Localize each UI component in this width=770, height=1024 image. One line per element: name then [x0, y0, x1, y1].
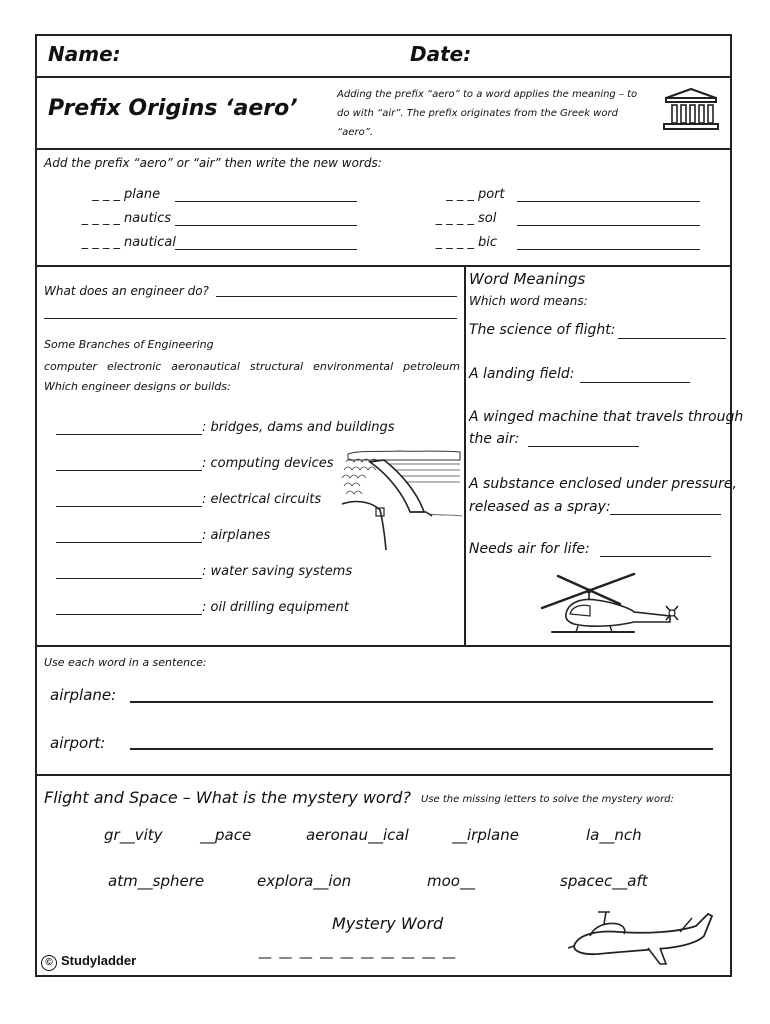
answer-line[interactable]	[175, 249, 357, 250]
mystery-word-label: Mystery Word	[332, 914, 444, 933]
prefix-blank[interactable]: _ _ _ _	[81, 211, 120, 226]
jet-plane-icon	[568, 906, 714, 968]
answer-line[interactable]	[56, 506, 202, 507]
meanings-subtitle: Which word means:	[469, 294, 588, 308]
divider	[37, 76, 730, 78]
helicopter-icon	[538, 570, 688, 640]
date-label: Date:	[410, 42, 472, 66]
prefix-description: Adding the prefix “aero” to a word applies the meaning – to do with “air”. The prefix originates from the Greek word “aero”.	[337, 89, 638, 138]
mystery-clue: gr__vity	[104, 826, 163, 844]
engineer-item: : electrical circuits	[202, 492, 322, 507]
answer-line[interactable]	[56, 470, 202, 471]
building-columns-icon	[662, 86, 720, 132]
answer-line[interactable]	[175, 201, 357, 202]
engineer-item: : airplanes	[202, 528, 271, 543]
word-suffix: bic	[478, 235, 498, 250]
answer-line[interactable]	[175, 225, 357, 226]
meaning-question: Needs air for life:	[469, 541, 590, 557]
sentence-instruction: Use each word in a sentence:	[44, 656, 207, 669]
page-title: Prefix Origins ‘aero’	[48, 96, 298, 121]
divider	[464, 265, 466, 645]
branch-item: environmental	[313, 360, 394, 373]
word-suffix: nautical	[124, 235, 176, 250]
branch-item: computer	[44, 360, 98, 373]
answer-line[interactable]	[56, 542, 202, 543]
sentence-word: airport:	[50, 734, 106, 752]
engineer-prompt: Which engineer designs or builds:	[44, 380, 231, 393]
branch-item: structural	[249, 360, 304, 373]
divider	[37, 774, 730, 776]
copyright-icon: ©	[41, 955, 57, 971]
engineer-item: : water saving systems	[202, 564, 353, 579]
sentence-line[interactable]	[130, 701, 713, 703]
mystery-instruction: Use the missing letters to solve the mystery word:	[421, 794, 674, 805]
divider	[37, 148, 730, 150]
word-suffix: plane	[124, 187, 161, 202]
footer-brand	[41, 953, 136, 971]
mystery-clue: atm__sphere	[108, 872, 205, 890]
branch-item: aeronautical	[171, 360, 240, 373]
answer-line[interactable]	[517, 201, 700, 202]
answer-line[interactable]	[600, 556, 711, 557]
answer-line[interactable]	[580, 382, 690, 383]
word-suffix: nautics	[124, 211, 172, 226]
answer-line[interactable]	[517, 225, 700, 226]
answer-line[interactable]	[528, 446, 639, 447]
engineer-question: What does an engineer do?	[44, 284, 209, 298]
dam-illustration	[340, 448, 462, 552]
divider	[37, 265, 730, 267]
answer-line[interactable]	[56, 614, 202, 615]
answer-line[interactable]	[216, 296, 457, 297]
answer-line[interactable]	[517, 249, 700, 250]
mystery-clue: __irplane	[452, 826, 519, 844]
meaning-question: released as a spray:	[469, 499, 611, 515]
meanings-title: Word Meanings	[469, 270, 586, 288]
meaning-question: A winged machine that travels through	[469, 409, 744, 425]
answer-line[interactable]	[618, 338, 726, 339]
prefix-blank[interactable]: _ _ _	[92, 187, 120, 202]
mystery-clue: moo__	[427, 872, 475, 890]
answer-line[interactable]	[610, 514, 721, 515]
mystery-title: Flight and Space – What is the mystery word?	[44, 788, 411, 807]
word-suffix: sol	[478, 211, 497, 226]
mystery-clue: spacec__aft	[560, 872, 648, 890]
mystery-clue: __pace	[200, 826, 252, 844]
divider	[37, 645, 730, 647]
brand-name: Studyladder	[61, 953, 137, 968]
mystery-word-blanks[interactable]: — — — — — — — — — —	[258, 950, 458, 966]
answer-line[interactable]	[56, 434, 202, 435]
sentence-line[interactable]	[130, 748, 713, 750]
meaning-question: A landing field:	[469, 366, 575, 382]
engineer-item: : computing devices	[202, 456, 334, 471]
prefix-blank[interactable]: _ _ _ _	[435, 211, 474, 226]
name-label: Name:	[48, 42, 121, 66]
mystery-clue: explora__ion	[257, 872, 352, 890]
word-suffix: port	[478, 187, 505, 202]
prefix-instruction: Add the prefix “aero” or “air” then write the new words:	[44, 156, 382, 170]
prefix-blank[interactable]: _ _ _ _	[81, 235, 120, 250]
branches-heading: Some Branches of Engineering	[44, 338, 214, 351]
branch-item: electronic	[107, 360, 162, 373]
sentence-word: airplane:	[50, 686, 117, 704]
branch-item: petroleum	[403, 360, 460, 373]
answer-line[interactable]	[44, 318, 457, 319]
prefix-blank[interactable]: _ _ _	[446, 187, 474, 202]
mystery-clue: aeronau__ical	[306, 826, 409, 844]
engineer-item: : oil drilling equipment	[202, 600, 349, 615]
branches-list	[44, 360, 460, 373]
answer-line[interactable]	[56, 578, 202, 579]
mystery-clue: la__nch	[586, 826, 642, 844]
engineer-item: : bridges, dams and buildings	[202, 420, 395, 435]
meaning-question: The science of flight:	[469, 322, 616, 338]
meaning-question: A substance enclosed under pressure,	[469, 476, 737, 492]
meaning-question: the air:	[469, 431, 520, 447]
prefix-blank[interactable]: _ _ _ _	[435, 235, 474, 250]
